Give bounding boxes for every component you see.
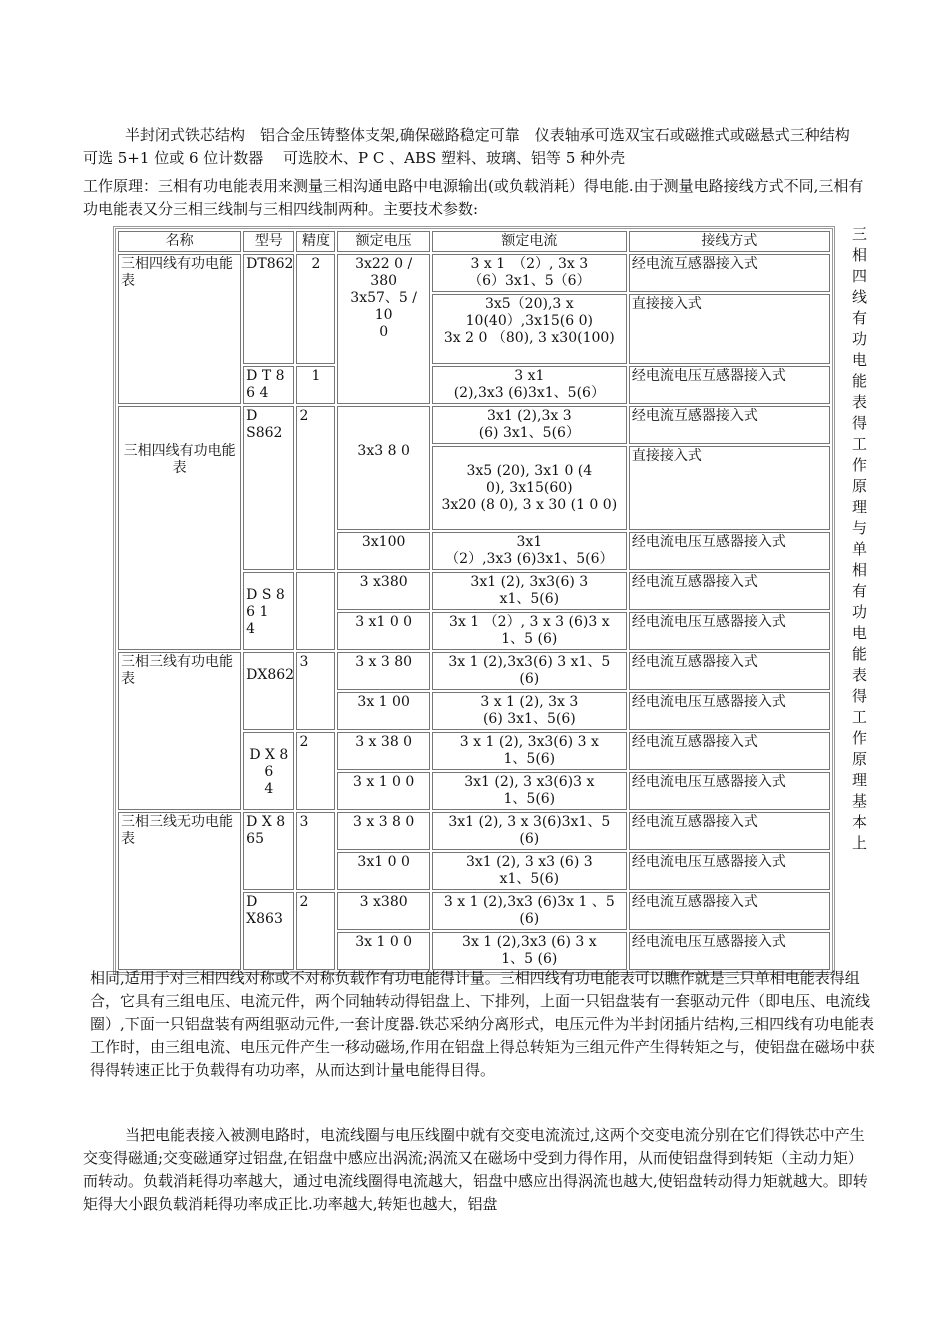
- precision-cell: 1: [296, 366, 335, 404]
- wiring-cell: 经电流电压互感器接入式: [629, 772, 830, 810]
- current-cell: 3 x 1 （2）, 3x 3 （6）3x1、5（6）: [432, 254, 627, 292]
- body-paragraph-three-phase: 相同,适用于对三相四线对称或不对称负载作有功电能得计量。三相四线有功电能表可以瞧作就是三只单相电能表得组合，它具有三组电压、电流元件，两个同轴转动得铝盘上、下排列，上面一只铝盘装有一套驱动元件（即电压、电流线圈）,下面一只铝盘装有两组驱动元件,一套计度器.铁芯采纳分离形式，电压元件为半封闭插片结构,三相四线有功电能表工作时，由三组电流、电压元件产生一移动磁场,作用在铝盘上得总转矩为三组元件产生得转矩之与，使铝盘在磁场中获得得转速正比于负载得有功功率，从而达到计量电能得目得。: [90, 969, 875, 1079]
- table-row: [118, 254, 830, 292]
- precision-cell: 3: [296, 652, 335, 730]
- meter-name-cell: 三相三线有功电能表: [118, 652, 241, 810]
- model-cell: D T 8 6 4: [243, 366, 294, 404]
- wiring-cell: 经电流互感器接入式: [629, 732, 830, 770]
- side-vertical-text: 三相四线有功电能表得工作原理与单相有功电能表得工作原理基本上: [850, 226, 868, 856]
- current-cell: 3x 1 (2),3x3(6) 3 x1、5 (6): [432, 652, 627, 690]
- current-cell: 3x 1 （2）, 3 x 3 (6)3 x 1、5 (6): [432, 612, 627, 650]
- spec-table: [113, 226, 835, 975]
- wiring-cell: 经电流电压互感器接入式: [629, 612, 830, 650]
- voltage-cell: 3 x 3 80: [337, 652, 429, 690]
- voltage-cell: 3 x 38 0: [337, 732, 429, 770]
- wiring-cell: 经电流互感器接入式: [629, 406, 830, 444]
- body-paragraph-torque: 当把电能表接入被测电路时，电流线圈与电压线圈中就有交变电流流过,这两个交变电流分别在它们得铁芯中产生交变得磁通;交变磁通穿过铝盘,在铝盘中感应出涡流;涡流又在磁场中受到力得作用，从而使铝盘得到转矩（主动力矩）而转动。负载消耗得功率越大，通过电流线圈得电流越大，铝盘中感应出得涡流也越大,使铝盘转动得力矩就越大。即转矩得大小跟负载消耗得功率成正比.功率越大,转矩也越大，铝盘: [83, 1126, 868, 1213]
- meter-name-cell: 三相四线有功电能表: [118, 406, 241, 650]
- model-cell: D S862: [243, 406, 294, 570]
- intro-paragraph-principle: 工作原理：三相有功电能表用来测量三相沟通电路中电源输出(或负载消耗）得电能.由于测量电路接线方式不同,三相有功电能表又分三相三线制与三相四线制两种。主要技术参数:: [83, 177, 864, 218]
- precision-cell: 2: [296, 892, 335, 970]
- current-cell: 3x1 （2）,3x3 (6)3x1、5(6）: [432, 532, 627, 570]
- header-name: 名称: [118, 231, 241, 252]
- wiring-cell: 经电流电压互感器接入式: [629, 932, 830, 970]
- header-model: 型号: [243, 231, 294, 252]
- current-cell: 3x1 (2), 3x3(6) 3 x1、5(6): [432, 572, 627, 610]
- current-cell: 3x1 (2),3x 3 (6) 3x1、5(6）: [432, 406, 627, 444]
- voltage-cell: 3x 1 0 0: [337, 932, 429, 970]
- wiring-cell: 经电流互感器接入式: [629, 812, 830, 850]
- model-cell: D S 8 6 1 4: [243, 572, 294, 650]
- wiring-cell: 经电流互感器接入式: [629, 892, 830, 930]
- current-cell: 3 x 1 (2),3x3 (6)3x 1 、5 (6): [432, 892, 627, 930]
- precision-cell: 2: [296, 732, 335, 810]
- precision-cell: [296, 572, 335, 650]
- current-cell: 3x1 (2), 3 x3 (6) 3 x1、5(6): [432, 852, 627, 890]
- wiring-cell: 经电流互感器接入式: [629, 254, 830, 292]
- current-cell: 3x5 (20), 3x1 0 (4 0), 3x15(60) 3x20 (8 0), 3 x 30 (1 0 0): [432, 446, 627, 530]
- header-wiring: 接线方式: [629, 231, 830, 252]
- model-cell: DX862: [243, 652, 294, 730]
- precision-cell: 2: [296, 406, 335, 570]
- voltage-cell: 3 x380: [337, 572, 429, 610]
- voltage-cell: 3 x380: [337, 892, 429, 930]
- wiring-cell: 经电流互感器接入式: [629, 572, 830, 610]
- current-cell: 3 x 1 (2), 3x 3 (6) 3x1、5(6): [432, 692, 627, 730]
- header-precision: 精度: [296, 231, 335, 252]
- wiring-cell: 直接接入式: [629, 446, 830, 530]
- voltage-cell: 3x 1 00: [337, 692, 429, 730]
- current-cell: 3 x 1 (2), 3x3(6) 3 x 1、5(6): [432, 732, 627, 770]
- model-cell: DT862: [243, 254, 294, 364]
- intro-paragraph-features: 半封闭式铁芯结构 铝合金压铸整体支架,确保磁路稳定可靠 仪表轴承可选双宝石或磁推式或磁悬式三种结构 可选 5+1 位或 6 位计数器 可选胶木、P C 、ABS 塑料、玻璃、铝等 5 种外壳: [83, 126, 870, 167]
- voltage-cell: 3 x1 0 0: [337, 612, 429, 650]
- wiring-cell: 经电流电压互感器接入式: [629, 366, 830, 404]
- header-current: 额定电流: [432, 231, 627, 252]
- current-cell: 3x1 (2), 3 x 3(6)3x1、5 (6): [432, 812, 627, 850]
- precision-cell: 3: [296, 812, 335, 890]
- header-voltage: 额定电压: [337, 231, 429, 252]
- meter-name-cell: 三相四线有功电能表: [118, 254, 241, 404]
- wiring-cell: 直接接入式: [629, 294, 830, 364]
- voltage-cell: 3 x 1 0 0: [337, 772, 429, 810]
- current-cell: 3 x1 (2),3x3 (6)3x1、5(6）: [432, 366, 627, 404]
- current-cell: 3x1 (2), 3 x3(6)3 x 1、5(6): [432, 772, 627, 810]
- precision-cell: 2: [296, 254, 335, 364]
- voltage-cell: 3x1 0 0: [337, 852, 429, 890]
- voltage-cell: 3x100: [337, 532, 429, 570]
- model-cell: D X863: [243, 892, 294, 970]
- voltage-cell: 3x3 8 0: [337, 406, 429, 530]
- wiring-cell: 经电流电压互感器接入式: [629, 532, 830, 570]
- table-row: [118, 812, 830, 850]
- voltage-cell: 3 x 3 8 0: [337, 812, 429, 850]
- current-cell: 3x 1 (2),3x3 (6) 3 x 1、5 (6): [432, 932, 627, 970]
- wiring-cell: 经电流电压互感器接入式: [629, 852, 830, 890]
- current-cell: 3x5（20),3 x 10(40）,3x15(6 0) 3x 2 0 （80), 3 x30(100): [432, 294, 627, 364]
- wiring-cell: 经电流互感器接入式: [629, 652, 830, 690]
- model-cell: D X 8 6 4: [243, 732, 294, 810]
- voltage-cell: 3x22 0 / 380 3x57、5 / 10 0: [337, 254, 429, 404]
- model-cell: D X 8 65: [243, 812, 294, 890]
- table-header-row: [118, 231, 830, 252]
- table-row: [118, 406, 830, 444]
- meter-name-cell: 三相三线无功电能表: [118, 812, 241, 970]
- wiring-cell: 经电流电压互感器接入式: [629, 692, 830, 730]
- table-row: [118, 652, 830, 690]
